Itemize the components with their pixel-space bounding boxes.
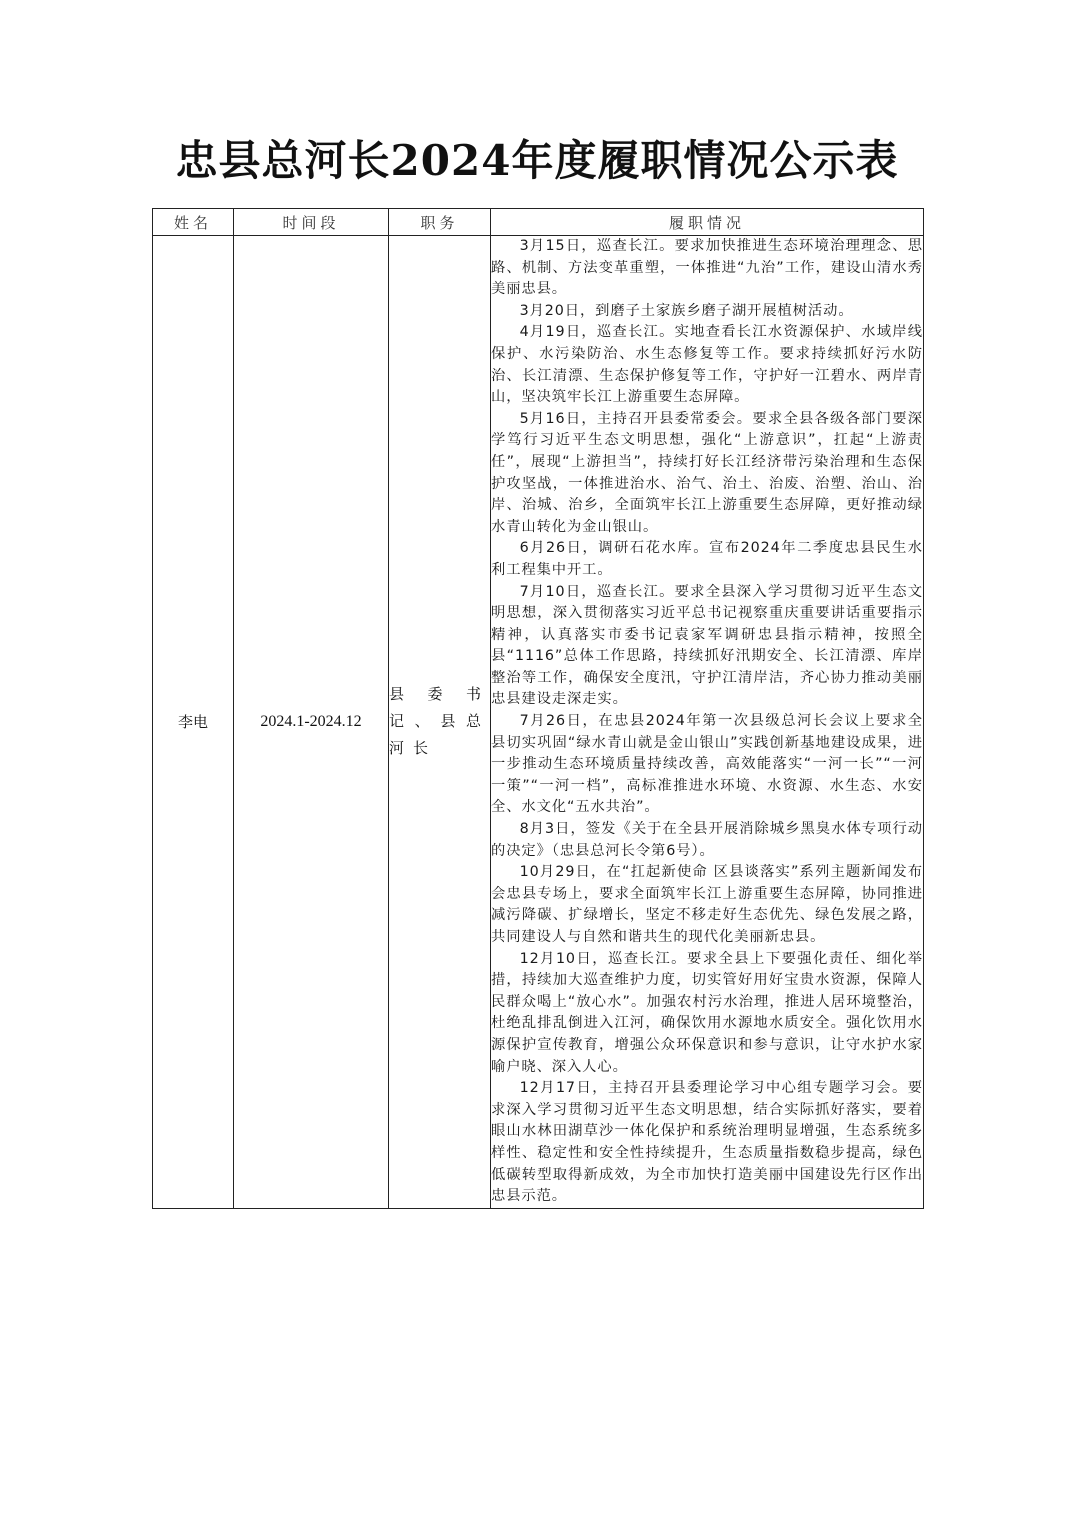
duty-record-table (152, 208, 924, 1209)
record-entry: 6月26日，调研石花水库。宣布2024年二季度忠县民生水利工程集中开工。 (491, 540, 923, 578)
table-row (153, 236, 924, 1209)
cell-duty-record (491, 236, 924, 1209)
record-entry: 7月10日，巡查长江。要求全县深入学习贯彻习近平生态文明思想，深入贯彻落实习近平总书记视察重庆重要讲话重要指示精神，认真落实市委书记袁家军调研忠县指示精神，按照全县“1116”总体工作思路，持续抓好汛期安全、长江清漂、库岸整治等工作，确保安全度汛，守护江清岸洁，齐心协力推动美丽忠县建设走深走实。 (491, 583, 923, 708)
header-period: 时间段 (234, 209, 389, 236)
record-entry: 5月16日，主持召开县委常委会。要求全县各级各部门要深学笃行习近平生态文明思想，强化“上游意识”，扛起“上游责任”，展现“上游担当”，持续打好长江经济带污染治理和生态保护攻坚战，一体推进治水、治气、治土、治废、治塑、治山、治岸、治城、治乡，全面筑牢长江上游重要生态屏障，更好推动绿水青山转化为金山银山。 (491, 410, 923, 535)
header-name: 姓名 (153, 209, 234, 236)
cell-position (389, 236, 491, 1209)
document-title: 忠县总河长2024年度履职情况公示表 (175, 136, 899, 185)
record-entry: 4月19日，巡查长江。实地查看长江水资源保护、水域岸线保护、水污染防治、水生态修复等工作。要求持续抓好污水防治、长江清漂、生态保护修复等工作，守护好一江碧水、两岸青山，坚决筑牢长江上游重要生态屏障。 (491, 324, 923, 406)
cell-name: 李电 (153, 236, 234, 1209)
record-entry: 12月10日，巡查长江。要求全县上下要强化责任、细化举措，持续加大巡查维护力度，切实管好用好宝贵水资源，保障人民群众喝上“放心水”。加强农村污水治理，推进人居环境整治，杜绝乱排乱倒进入江河，确保饮用水源地水质安全。强化饮用水源保护宣传教育，增强公众环保意识和参与意识，让守水护水家喻户晓、深入人心。 (491, 950, 923, 1075)
table-header-row (153, 209, 924, 236)
record-entry: 8月3日，签发《关于在全县开展消除城乡黑臭水体专项行动的决定》（忠县总河长令第6号）。 (491, 821, 923, 859)
cell-period: 2024.1-2024.12 (234, 236, 389, 1209)
record-entry: 7月26日，在忠县2024年第一次县级总河长会议上要求全县切实巩固“绿水青山就是金山银山”实践创新基地建设成果，进一步推动生态环境质量持续改善，高效能落实“一河一长”“一河一策”“一河一档”，高标准推进水环境、水资源、水生态、水安全、水文化“五水共治”。 (491, 713, 923, 816)
record-entry: 12月17日，主持召开县委理论学习中心组专题学习会。要求深入学习贯彻习近平生态文明思想，结合实际抓好落实，要着眼山水林田湖草沙一体化保护和系统治理明显增强，生态系统多样性、稳定性和安全性持续提升，生态质量指数稳步提高，绿色低碳转型取得新成效，为全市加快打造美丽中国建设先行区作出忠县示范。 (491, 1080, 923, 1205)
record-entry: 3月20日，到磨子土家族乡磨子湖开展植树活动。 (519, 302, 854, 319)
header-position: 职务 (389, 209, 491, 236)
position-text: 县委书记、县总河长 (389, 685, 490, 758)
record-entry: 10月29日，在“扛起新使命 区县谈落实”系列主题新闻发布会忠县专场上，要求全面筑牢长江上游重要生态屏障，协同推进减污降碳、扩绿增长，坚定不移走好生态优先、绿色发展之路，共同建设人与自然和谐共生的现代化美丽新忠县。 (491, 864, 923, 945)
record-entry: 3月15日，巡查长江。要求加快推进生态环境治理理念、思路、机制、方法变革重塑，一体推进“九治”工作，建设山清水秀美丽忠县。 (491, 238, 923, 298)
header-duty-record: 履职情况 (491, 209, 924, 236)
